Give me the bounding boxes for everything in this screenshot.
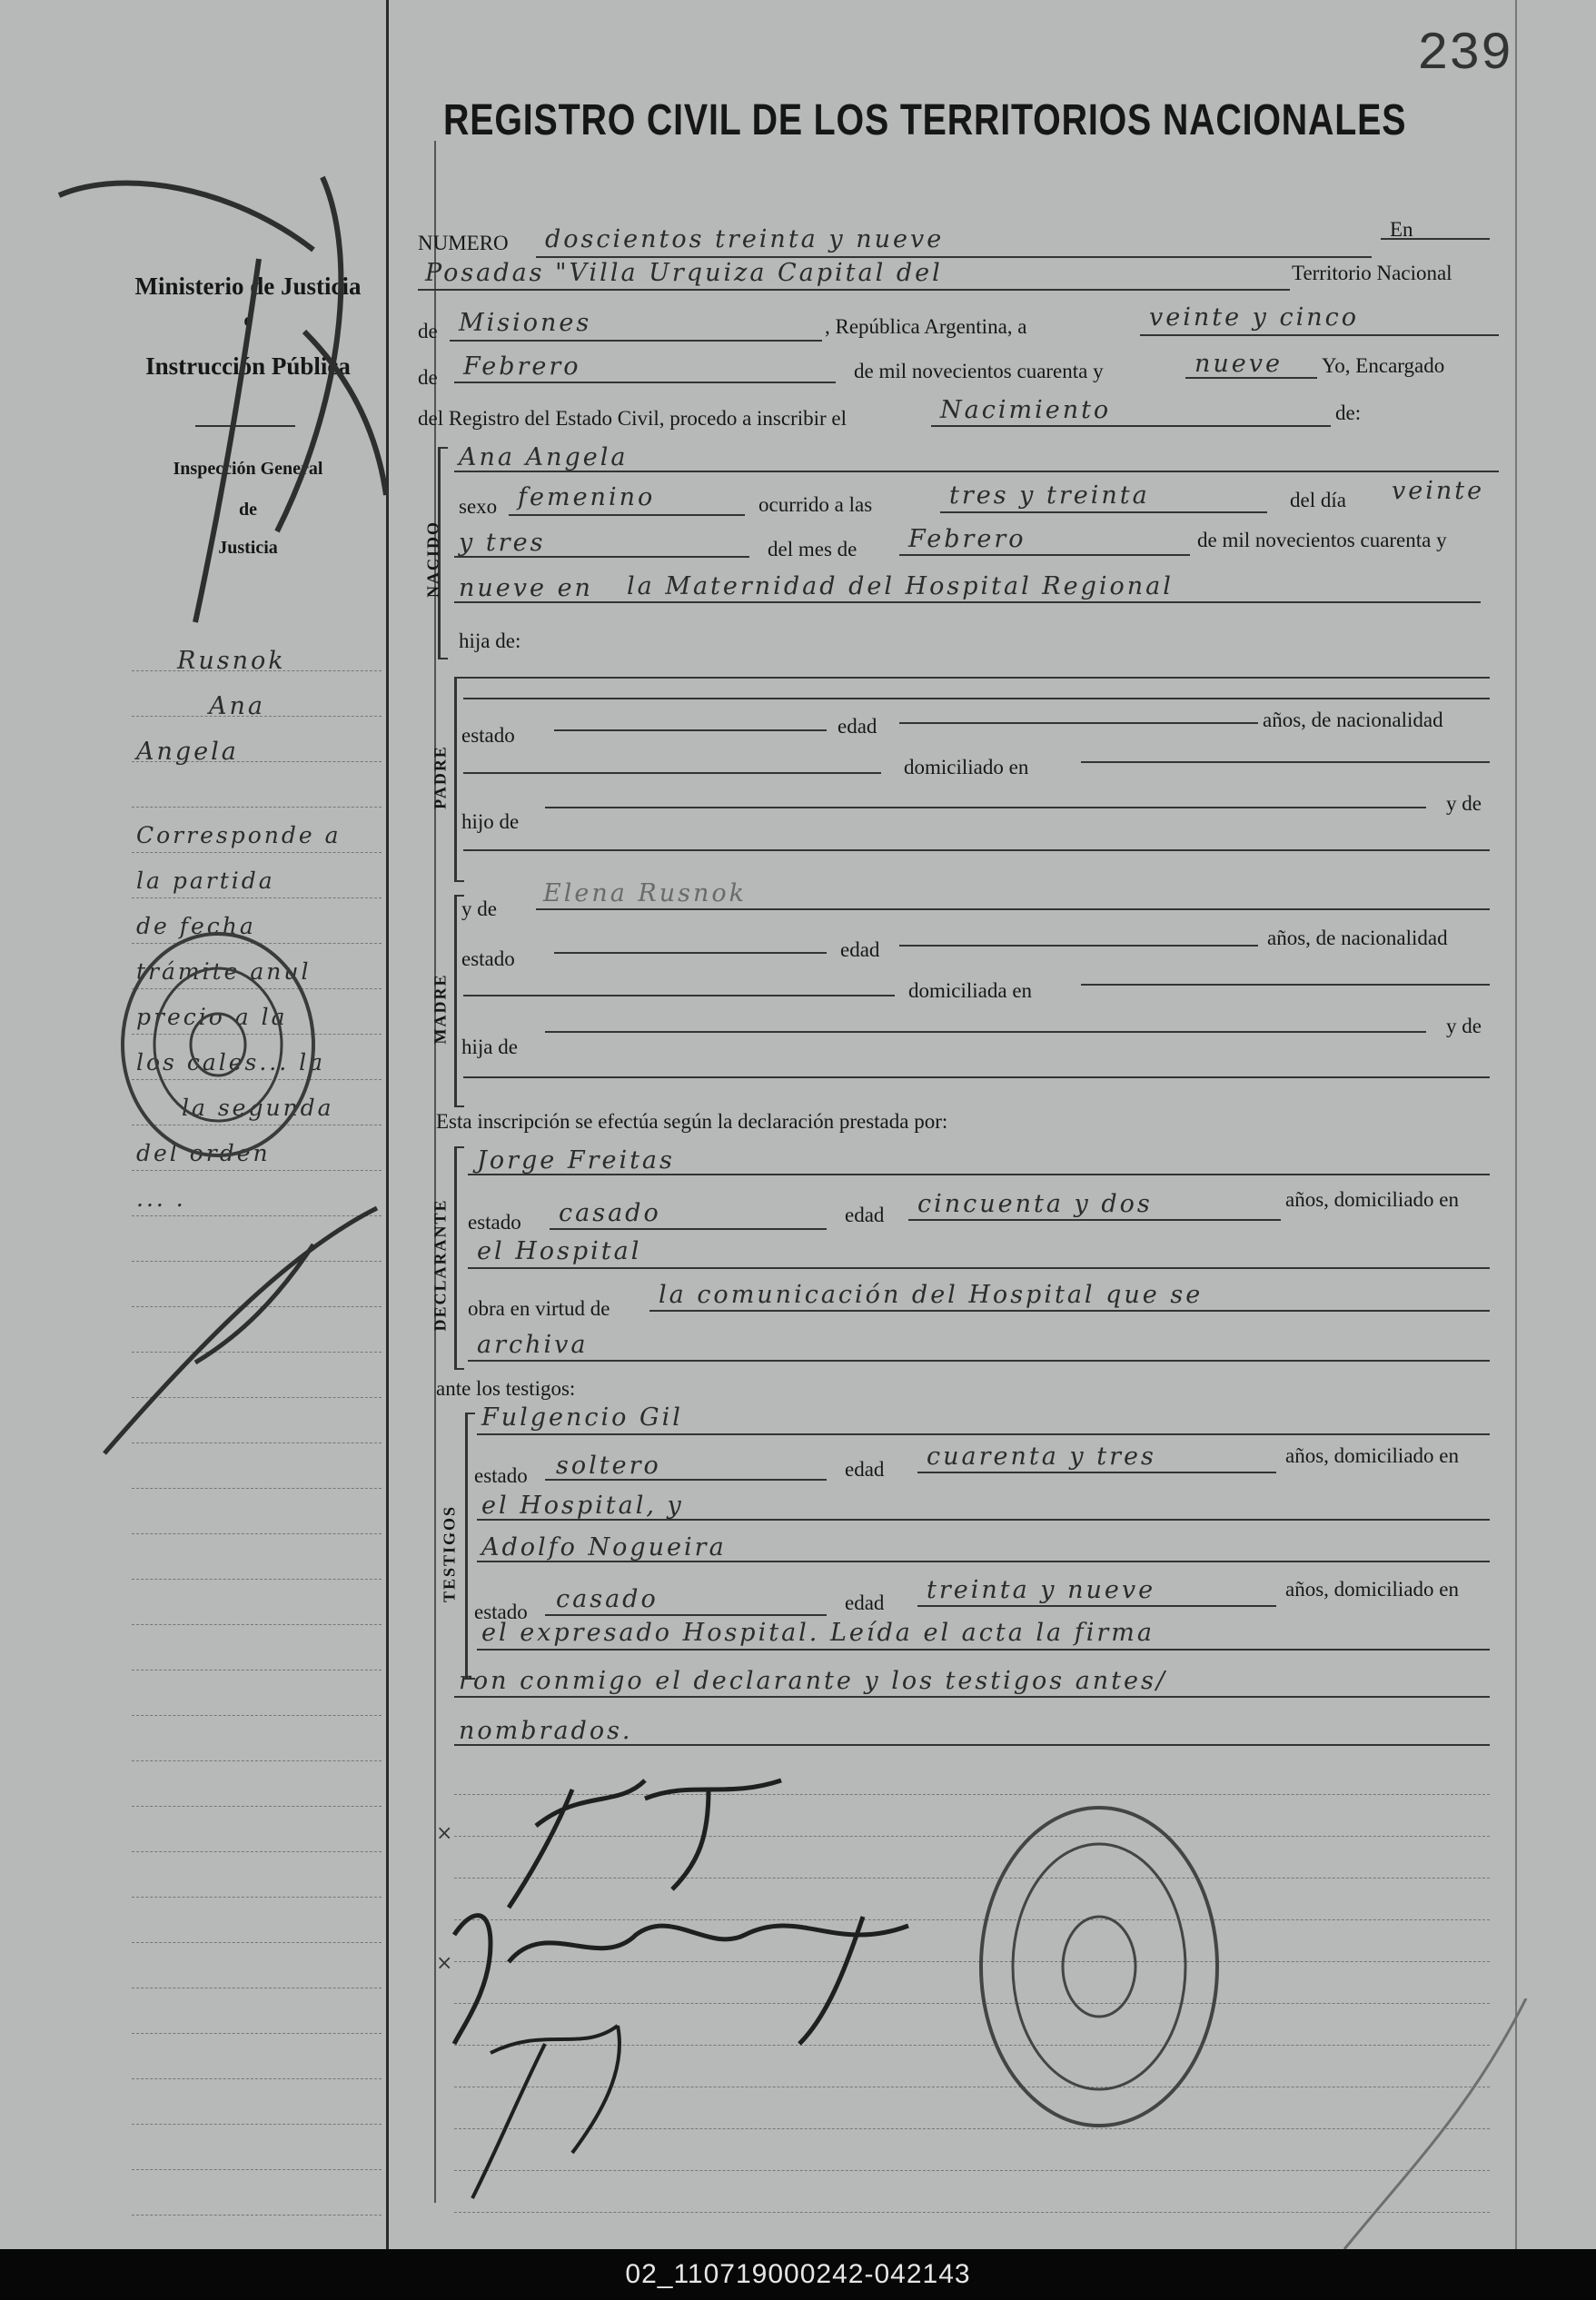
margin-seal <box>114 927 322 1163</box>
declaracion-label: Esta inscripción se efectúa según la declaración prestada por: <box>436 1110 948 1133</box>
hour-line <box>940 511 1267 513</box>
registro-label: del Registro del Estado Civil, procedo a inscribir el <box>418 407 848 430</box>
republica-label: , República Argentina, a <box>825 315 1027 338</box>
madre-y-de-label2: y de <box>1446 1015 1482 1037</box>
nacido-side-label: NACIDO <box>423 520 442 599</box>
madre-nac-line <box>463 995 895 996</box>
ministry-line1: Ministerio de Justicia <box>134 273 362 300</box>
page-title: REGISTRO CIVIL DE LOS TERRITORIOS NACIONALES <box>443 96 1407 144</box>
margin-note: la partida <box>136 867 275 894</box>
de-label: de <box>418 320 438 342</box>
declarante-estado-line <box>550 1228 827 1230</box>
margin-rule <box>132 2215 382 2216</box>
padre-anos-label: años, de nacionalidad <box>1263 709 1443 731</box>
territory-line <box>450 340 822 342</box>
t1-estado: soltero <box>556 1452 661 1480</box>
testigos-label: ante los testigos: <box>436 1377 576 1400</box>
margin-rule <box>132 2124 382 2125</box>
ministry-line3: Instrucción Pública <box>145 352 351 380</box>
declarante-edad-label: edad <box>845 1204 885 1226</box>
declarante-name-line <box>468 1174 1490 1175</box>
madre-edad-label: edad <box>840 938 880 961</box>
t2-name-line <box>477 1561 1490 1562</box>
margin-rule <box>132 1806 382 1807</box>
closing-b-line <box>454 1696 1490 1698</box>
sexo-value: femenino <box>518 483 656 511</box>
day-line <box>1140 334 1499 336</box>
madre-bracket <box>454 895 464 1107</box>
nacido-mil-label: de mil novecientos cuarenta y <box>1197 529 1447 551</box>
margin-note: Ana <box>209 692 265 720</box>
margin-rule <box>132 852 382 853</box>
declarante-bracket <box>454 1146 464 1370</box>
padre-edad-label: edad <box>838 715 877 738</box>
right-rule <box>1515 0 1517 2249</box>
padre-estado-line <box>554 729 827 731</box>
ministry-sub1: Inspección General <box>173 459 323 479</box>
t1-name-line <box>477 1433 1490 1435</box>
mil-label: de mil novecientos cuarenta y <box>854 360 1104 382</box>
nacido-name: Ana Angela <box>459 443 629 471</box>
ministry-line2: e <box>243 311 253 331</box>
margin-rule <box>132 1579 382 1580</box>
svg-text:×: × <box>436 1952 453 1975</box>
year-place-a: nueve en <box>459 574 593 602</box>
obra-value-a: la comunicación del Hospital que se <box>659 1281 1204 1309</box>
margin-rule <box>132 2033 382 2034</box>
declarante-side-label: DECLARANTE <box>431 1198 450 1332</box>
t1-name: Fulgencio Gil <box>481 1403 683 1432</box>
margin-note: precio a la <box>136 1004 288 1030</box>
ministry-sub2: de <box>239 500 257 520</box>
padre-bracket <box>454 677 464 882</box>
year-line <box>1185 377 1317 379</box>
declarante-domicilio: el Hospital <box>477 1237 642 1265</box>
t2-anos-label: años, domiciliado en <box>1285 1578 1459 1601</box>
closing-a: el expresado Hospital. Leída el acta la firma <box>481 1619 1155 1647</box>
en-line <box>1381 238 1490 240</box>
margin-rule <box>132 1760 382 1761</box>
obra-label: obra en virtud de <box>468 1297 610 1320</box>
margin-rule <box>132 1488 382 1489</box>
margin-rule <box>132 1897 382 1898</box>
closing-c-line <box>454 1744 1490 1746</box>
t1-edad-label: edad <box>845 1458 885 1481</box>
place-value: Posadas "Villa Urquiza Capital del <box>425 259 943 287</box>
margin-note: Angela <box>136 738 239 766</box>
t2-estado: casado <box>556 1585 659 1613</box>
obra-line <box>649 1310 1490 1312</box>
madre-y-de-label: y de <box>461 897 497 920</box>
margin-rule <box>132 1942 382 1943</box>
padre-hijo-label: hijo de <box>461 810 520 833</box>
t2-edad: treinta y nueve <box>927 1576 1156 1604</box>
madre-side-label: MADRE <box>431 973 450 1045</box>
month-value: Febrero <box>463 352 581 381</box>
declarante-dom-line <box>468 1267 1490 1269</box>
act-value: Nacimiento <box>940 396 1112 424</box>
margin-scrawl <box>86 1190 413 1472</box>
margin-note: ... . <box>136 1185 186 1212</box>
margin-rule <box>132 897 382 898</box>
padre-y-de-label: y de <box>1446 792 1482 815</box>
month-line <box>454 382 836 383</box>
margin-rule <box>132 1851 382 1852</box>
margin-rule <box>132 2169 382 2170</box>
madre-line-last <box>463 1076 1490 1078</box>
page-number: 239 <box>1417 25 1512 84</box>
place-line <box>418 289 1290 291</box>
margin-note: los cales... la <box>136 1049 326 1076</box>
margin-rule <box>132 1624 382 1625</box>
declarante-estado-label: estado <box>468 1211 521 1234</box>
t1-edad-line <box>917 1472 1276 1473</box>
t2-estado-line <box>545 1614 827 1616</box>
madre-estado-line <box>554 952 827 954</box>
padre-domiciliado-label: domiciliado en <box>904 756 1029 778</box>
testigos-side-label: TESTIGOS <box>440 1504 459 1603</box>
t2-estado-label: estado <box>474 1601 528 1623</box>
margin-note: Corresponde a <box>136 822 342 848</box>
declarante-estado-value: casado <box>559 1199 661 1227</box>
de-colon-label: de: <box>1335 402 1362 424</box>
margin-note: Rusnok <box>177 647 286 675</box>
nacido-name-line <box>454 471 1499 472</box>
day-value-a: veinte <box>1392 477 1485 505</box>
ministry-sub3: Justicia <box>218 538 278 558</box>
margin-rule <box>132 1533 382 1534</box>
svg-text:×: × <box>436 1822 453 1845</box>
act-line <box>931 425 1331 427</box>
sexo-label: sexo <box>459 495 498 518</box>
t2-edad-label: edad <box>845 1591 885 1614</box>
signature-scrawls <box>436 1753 1017 2226</box>
de2-label: de <box>418 366 438 389</box>
hour-value: tres y treinta <box>949 481 1150 510</box>
day-value: veinte y cinco <box>1149 303 1360 332</box>
place-b-line <box>454 601 1481 603</box>
padre-hijo-line <box>545 807 1426 808</box>
madre-name: Elena Rusnok <box>543 879 747 907</box>
declarante-edad-line <box>908 1219 1281 1221</box>
t1-anos-label: años, domiciliado en <box>1285 1444 1459 1467</box>
padre-nac-line <box>463 772 881 774</box>
padre-dom-line <box>1081 761 1490 763</box>
numero-value: doscientos treinta y nueve <box>545 225 945 253</box>
t2-edad-line <box>917 1605 1276 1607</box>
padre-line-last <box>463 849 1490 851</box>
en-label: En <box>1390 218 1413 241</box>
madre-hija-label: hija de <box>461 1036 518 1058</box>
margin-rule <box>132 807 382 808</box>
margin-rule <box>132 1715 382 1716</box>
madre-anos-label: años, de nacionalidad <box>1267 927 1448 949</box>
paper-crease <box>1181 1998 1544 2249</box>
year-value: nueve <box>1195 350 1283 378</box>
hija-label: hija de: <box>459 630 521 652</box>
padre-estado-label: estado <box>461 724 515 747</box>
margin-note: del orden <box>136 1140 271 1166</box>
margin-signature <box>50 150 404 659</box>
day-b-line <box>454 556 749 558</box>
territorio-label: Territorio Nacional <box>1292 262 1452 284</box>
t1-dom-line <box>477 1519 1490 1521</box>
madre-domiciliada-label: domiciliada en <box>908 979 1033 1002</box>
t1-estado-line <box>545 1479 827 1481</box>
obra-value-b: archiva <box>477 1331 589 1359</box>
declarante-edad-value: cincuenta y dos <box>917 1190 1153 1218</box>
t1-domicilio: el Hospital, y <box>481 1492 684 1520</box>
padre-side-label: PADRE <box>431 745 450 809</box>
margin-note: trámite anul <box>136 958 312 985</box>
mes-label: del mes de <box>768 538 857 560</box>
closing-b: ron conmigo el declarante y los testigos antes/ <box>459 1667 1167 1695</box>
madre-estado-label: estado <box>461 947 515 970</box>
t2-name: Adolfo Nogueira <box>481 1533 727 1561</box>
closing-a-line <box>477 1649 1490 1651</box>
margin-rule <box>132 2078 382 2079</box>
numero-label: NUMERO <box>418 232 509 254</box>
madre-hija-line <box>545 1031 1426 1033</box>
yo-label: Yo, Encargado <box>1322 354 1445 377</box>
testigos-bracket <box>465 1413 475 1680</box>
image-footer-label: 02_110719000242-042143 <box>0 2249 1596 2300</box>
madre-dom-line <box>1081 984 1490 986</box>
margin-rule <box>132 1170 382 1171</box>
padre-line-1 <box>463 677 1490 679</box>
obra-line-b <box>468 1360 1490 1362</box>
territory-value: Misiones <box>459 309 592 337</box>
closing-c: nombrados. <box>459 1717 633 1745</box>
margin-note: de fecha <box>136 913 256 939</box>
declarante-name: Jorge Freitas <box>477 1146 675 1175</box>
year-place-b: la Maternidad del Hospital Regional <box>627 572 1174 600</box>
madre-name-line <box>536 908 1490 910</box>
numero-line <box>536 256 1372 258</box>
margin-note: la segunda <box>182 1095 334 1121</box>
padre-edad-line <box>899 722 1258 724</box>
padre-line-2 <box>463 698 1490 699</box>
del-dia-label: del día <box>1290 489 1346 511</box>
t1-estado-label: estado <box>474 1464 528 1487</box>
declarante-anos-label: años, domiciliado en <box>1285 1188 1459 1211</box>
madre-edad-line <box>899 945 1258 947</box>
t1-edad: cuarenta y tres <box>927 1442 1156 1471</box>
nacido-month: Febrero <box>908 525 1026 553</box>
nacido-month-line <box>899 554 1190 556</box>
ocurrido-label: ocurrido a las <box>758 493 873 516</box>
day-value-b: y tres <box>459 529 546 557</box>
sexo-line <box>509 514 745 516</box>
